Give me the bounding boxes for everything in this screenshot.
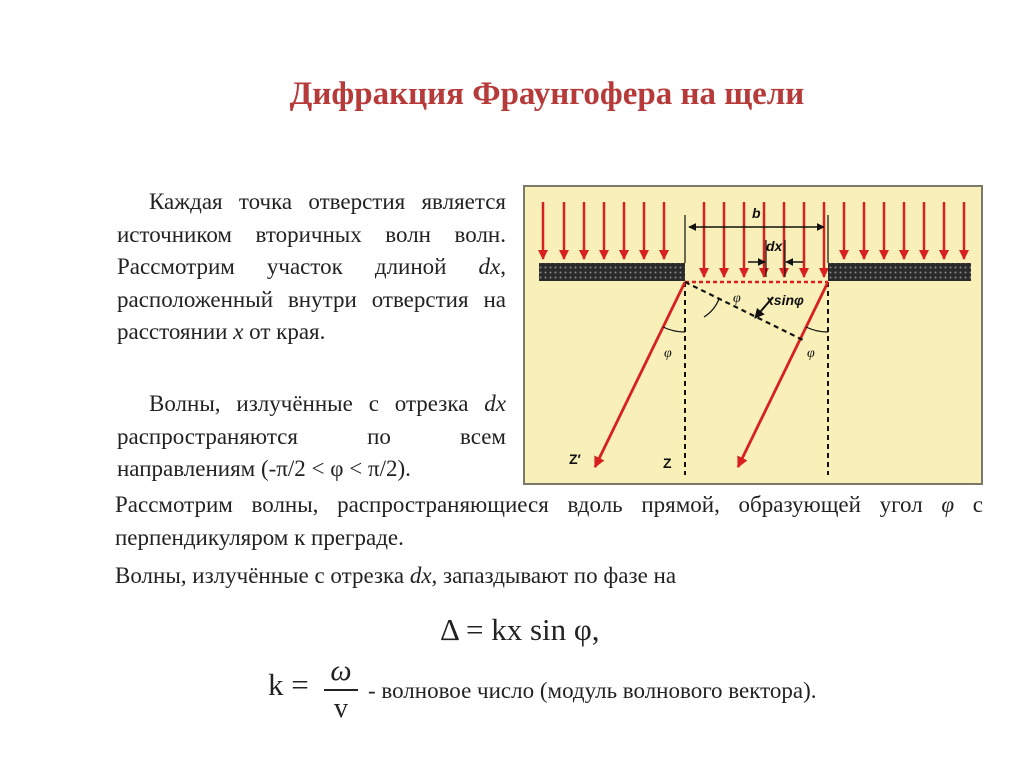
paragraph-propagation: Волны, излучённые с отрезка dx распространяются по всем направлениям (-π/2 < φ < π/2). xyxy=(117,391,506,481)
screen-left xyxy=(539,263,685,281)
paragraph-angle: Рассмотрим волны, распространяющиеся вдоль прямой, образующей угол φ с перпендикуляром к преграде. xyxy=(115,492,983,550)
fraction-denominator: v xyxy=(334,693,348,724)
var-dx: dx xyxy=(484,391,506,416)
label-z: Z xyxy=(663,455,672,471)
var-x: x xyxy=(233,319,244,344)
label-z-prime: Z′ xyxy=(569,451,581,467)
fraction-omega-over-v xyxy=(324,655,358,725)
fraction-numerator: ω xyxy=(330,654,352,687)
var-dx: dx xyxy=(409,563,432,588)
slide-title: Дифракция Фраунгофера на щели xyxy=(289,76,805,112)
label-phi-right: φ xyxy=(807,346,815,361)
label-xsin-phi: xsinφ xyxy=(766,292,804,308)
var-phi: φ xyxy=(941,492,955,517)
label-phi-top: φ xyxy=(733,291,741,306)
paragraph-phase-delay: Волны, излучённые с отрезка dx, запаздывают по фазе на xyxy=(115,563,677,588)
label-phi-left: φ xyxy=(664,346,672,361)
label-b: b xyxy=(752,205,761,221)
fraction-bar xyxy=(324,689,358,691)
formula-k-description: - волновое число (модуль волнового вектора). xyxy=(368,678,817,703)
paragraph-secondary-sources: Каждая точка отверстия является источником вторичных волн волн. Рассмотрим участок длиной dx, расположенный внутри отверстия на расстоянии x от края. xyxy=(117,189,506,344)
slit-diffraction-diagram xyxy=(523,185,983,485)
label-dx: dx xyxy=(766,238,783,254)
screen-right xyxy=(828,263,971,281)
formula-k-lhs: k = xyxy=(268,667,309,702)
formula-phase-delay: Δ = kx sin φ, xyxy=(440,612,600,647)
var-dx: dx xyxy=(478,254,501,279)
